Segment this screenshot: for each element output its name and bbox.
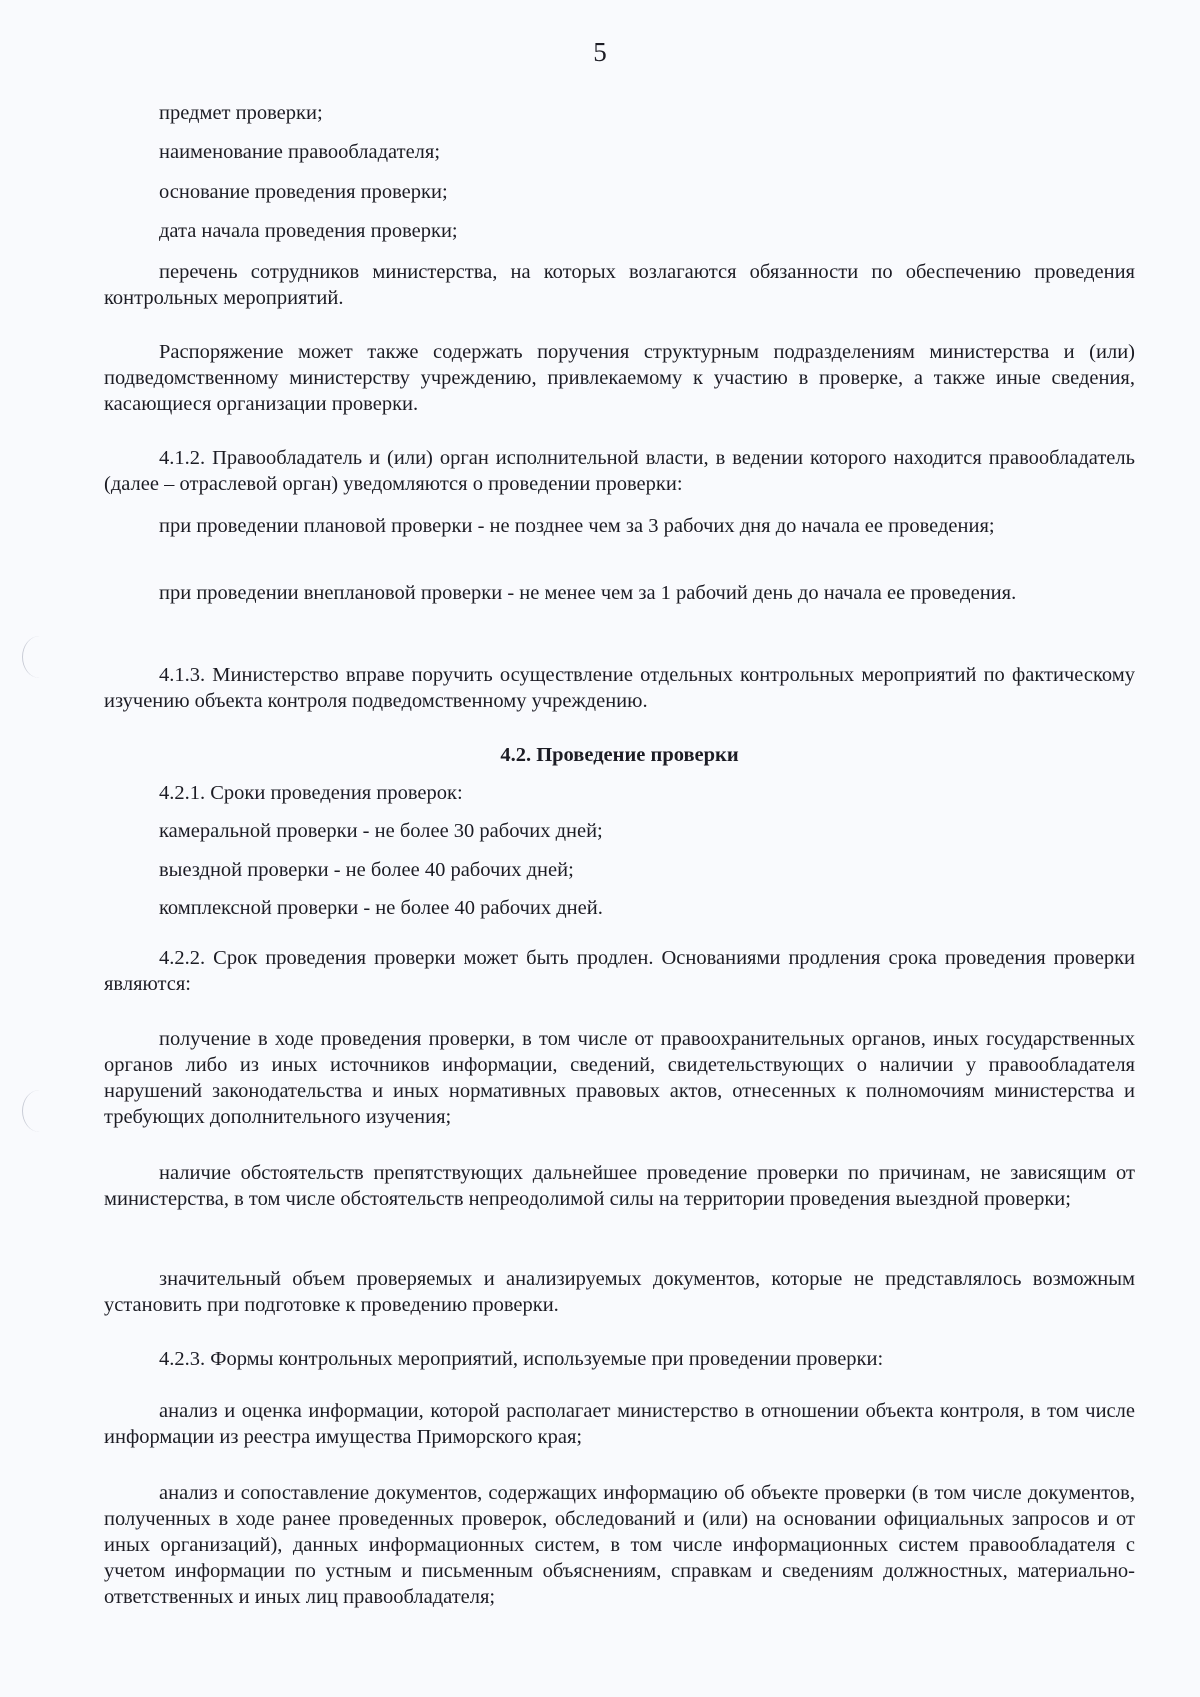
paragraph: 4.1.3. Министерство вправе поручить осуществление отдельных контрольных мероприятий по фактическому изучению объекта контроля подведомственному учреждению. <box>104 664 1135 712</box>
paragraph: наименование правообладателя; <box>159 141 441 163</box>
paragraph: 4.1.2. Правообладатель и (или) орган исполнительной власти, в ведении которого находится правообладатель (далее – отраслевой орган) уведомляются о проведении проверки: <box>104 447 1135 495</box>
paragraph: наличие обстоятельств препятствующих дальнейшее проведение проверки по причинам, не зависящим от министерства, в том числе обстоятельств непреодолимой силы на территории проведения выездной проверки; <box>104 1162 1135 1210</box>
paragraph: при проведении внеплановой проверки - не менее чем за 1 рабочий день до начала ее проведения. <box>159 582 1017 604</box>
paragraph: при проведении плановой проверки - не позднее чем за 3 рабочих дня до начала ее проведения; <box>159 515 995 537</box>
paragraph: 4.2.2. Срок проведения проверки может быть продлен. Основаниями продления срока проведения проверки являются: <box>104 947 1135 995</box>
paragraph: предмет проверки; <box>159 102 323 124</box>
page-number: 5 <box>593 37 607 67</box>
paragraph: анализ и оценка информации, которой располагает министерство в отношении объекта контроля, в том числе информации из реестра имущества Приморского края; <box>104 1400 1135 1448</box>
paragraph: камеральной проверки - не более 30 рабочих дней; <box>159 820 603 842</box>
paragraph: анализ и сопоставление документов, содержащих информацию об объекте проверки (в том числе документов, полученных в ходе ранее проведенных проверок, обследований и (или) на основании официальных запросов и от иных организаций), данных информационных систем, в том числе информационных систем правообладателя с учетом информации по устным и письменным объяснениям, справкам и сведениям должностных, материально- ответственных и иных лиц правообладателя; <box>104 1482 1135 1608</box>
section-heading: 4.2. Проведение проверки <box>500 744 739 766</box>
paragraph: Распоряжение может также содержать поручения структурным подразделениям министерства и (или) подведомственному министерству учреждению, привлекаемому к участию в проверке, а также иные сведения, касающиеся организации проверки. <box>104 341 1135 415</box>
punch-hole-top <box>22 636 57 678</box>
paragraph: комплексной проверки - не более 40 рабочих дней. <box>159 897 603 919</box>
paragraph: получение в ходе проведения проверки, в том числе от правоохранительных органов, иных государственных органов либо из иных источников информации, сведений, свидетельствующих о наличии у правообладателя нарушений законодательства и иных нормативных правовых актов, отнесенных к полномочиям министерства и требующих дополнительного изучения; <box>104 1028 1135 1128</box>
paragraph: основание проведения проверки; <box>159 181 448 203</box>
paragraph: 4.2.1. Сроки проведения проверок: <box>159 782 463 804</box>
paragraph: 4.2.3. Формы контрольных мероприятий, используемые при проведении проверки: <box>159 1348 884 1370</box>
paragraph: дата начала проведения проверки; <box>159 220 458 242</box>
punch-hole-bottom <box>22 1090 57 1132</box>
paragraph: перечень сотрудников министерства, на которых возлагаются обязанности по обеспечению проведения контрольных мероприятий. <box>104 261 1135 309</box>
paragraph: значительный объем проверяемых и анализируемых документов, которые не представлялось возможным установить при подготовке к проведению проверки. <box>104 1268 1135 1316</box>
paragraph: выездной проверки - не более 40 рабочих дней; <box>159 859 574 881</box>
